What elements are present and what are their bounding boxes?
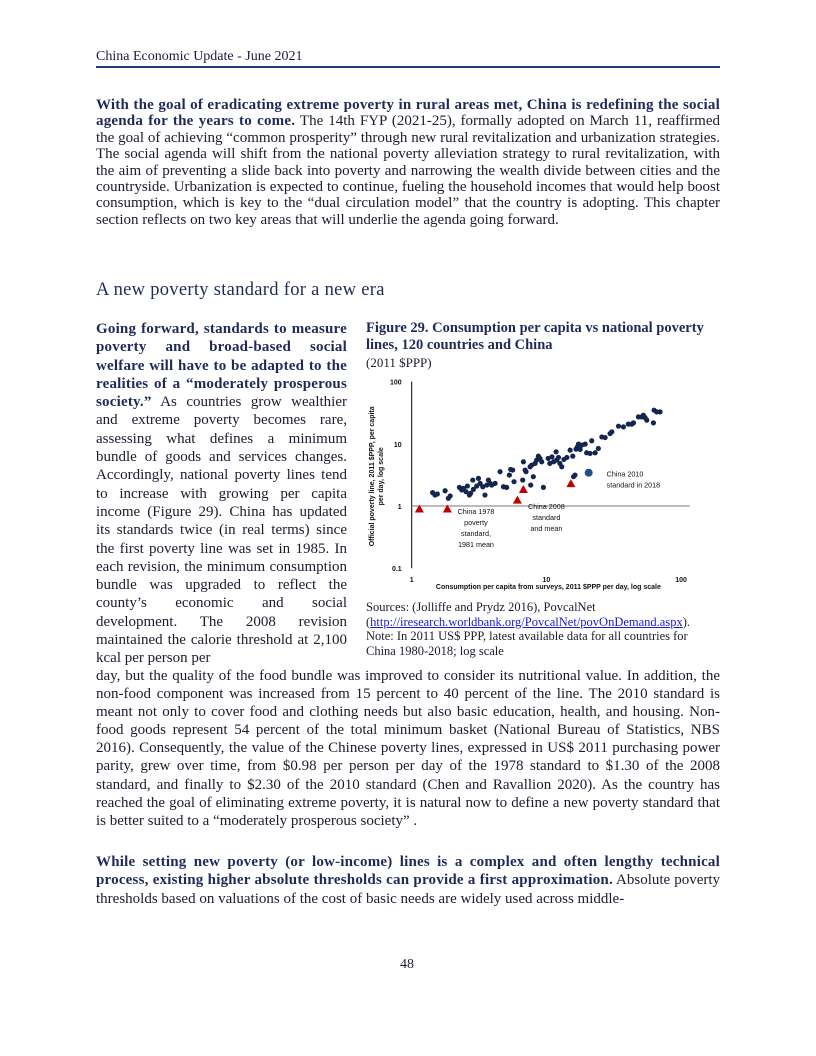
country-point — [511, 479, 516, 484]
country-point — [470, 477, 475, 482]
china-standard-triangle — [519, 485, 528, 493]
povcalnet-link[interactable]: http://iresearch.worldbank.org/PovcalNet/povOnDemand.aspx — [370, 614, 683, 629]
annotation-label — [528, 502, 565, 533]
country-point — [510, 467, 515, 472]
country-point — [621, 424, 626, 429]
country-point — [435, 491, 440, 496]
country-point — [443, 488, 448, 493]
country-point — [568, 448, 573, 453]
x-tick-label: 100 — [675, 577, 687, 585]
country-point — [553, 449, 558, 454]
sources-suffix: ). — [682, 614, 691, 629]
figure-title: Figure 29. Consumption per capita vs national poverty lines, 120 countries and China — [366, 320, 704, 353]
y-axis-label — [369, 406, 385, 546]
country-point — [609, 429, 614, 434]
country-point — [520, 477, 525, 482]
country-point — [556, 455, 561, 460]
section-heading: A new poverty standard for a new era — [96, 280, 385, 300]
country-point — [465, 483, 470, 488]
final-paragraph — [96, 853, 720, 908]
running-header: China Economic Update - June 2021 — [96, 49, 303, 64]
country-point — [644, 418, 649, 423]
final-body: Absolute poverty thresholds based on valuations of the cost of basic needs are widely used across middle- — [96, 872, 721, 907]
column-body: As countries grow wealthier and extreme poverty becomes rare, assessing what defines a minimum bundle of goods and services changes. Accordingly, national poverty lines tend to increase with growing per capita income (Figure 29). China has updated its standards twice (in real terms) since the first poverty line was set in 1985. In each revision, the minimum consumption bundle was upgraded to reflect the county’s economic and social development. The 2008 revision maintained the calorie threshold at 2,100 kcal per person per — [96, 394, 347, 667]
annotation-line: China 2010 — [606, 469, 644, 479]
y-tick-label: 1 — [397, 504, 402, 511]
country-point — [589, 438, 594, 443]
country-point — [531, 474, 536, 479]
country-point — [492, 481, 497, 486]
annotation-line: 1981 mean — [457, 539, 494, 549]
continuation-paragraph: day, but the quality of the food bundle was improved to consider its nutritional value. In addition, the non-food component was increased from 15 percent to 40 percent of the line. The 2010 standard is meant not only to cover food and clothing needs but also basic education, health, and housing. Non-food goods represent 54 percent of the total minimum basket (National Bureau of Statistics, NBS 2016). Consequently, the value of the Chinese poverty lines, expressed in US$ 2011 purchasing power parity, grew over time, from $0.98 per person per day of the 1978 standard to $1.30 of the 2008 standard, and finally to $2.30 of the 2010 standard (Chen and Ravallion 2020). As the country has reached the goal of eliminating extreme poverty, it is natural now to define a new poverty standard that is better suited to a “moderately prosperous society” . — [96, 668, 720, 829]
country-point — [504, 485, 509, 490]
country-point — [549, 454, 554, 459]
country-point — [448, 493, 453, 498]
annotation-line: standard in 2018 — [606, 480, 661, 490]
final-lead: While setting new poverty (or low-income) lines is a complex and often lengthy technical process, existing higher absolute thresholds can provide a first approximation. — [96, 854, 720, 889]
china-standard-triangle — [566, 479, 575, 487]
annotation-line: standard — [532, 512, 561, 522]
intro-body: The 14th FYP (2021-25), formally adopted on March 11, reaffirmed the goal of achieving “common prosperity” through new rural revitalization and urbanization strategies. The social agenda will shift from the national poverty alleviation strategy to rural revitalization, with the aim of preventing a slide back into poverty and narrowing the wealth divide between cities and the countryside. Urbanization is expected to continue, fueling the household incomes that would help boost consumption, which is key to the “dual circulation model” that the country is adopting. This chapter section reflects on two key areas that will underlie the agenda going forward. — [96, 113, 720, 228]
scatter-chart — [360, 370, 700, 600]
y-axis-label-line: Official poverty line, 2011 $PPP, per capita — [369, 406, 376, 547]
country-point — [528, 482, 533, 487]
x-tick-label: 1 — [409, 577, 414, 585]
country-point — [559, 464, 564, 469]
china-standard-triangle — [513, 496, 522, 504]
china-2010-point — [585, 469, 593, 477]
sources-text: Sources: (Jolliffe and Prydz 2016), PovcalNet — [366, 600, 596, 614]
page-number: 48 — [400, 957, 414, 972]
y-axis-label-line: per day, log scale — [378, 447, 385, 506]
country-point — [497, 469, 502, 474]
country-point — [616, 424, 621, 429]
intro-paragraph — [96, 97, 720, 228]
annotation-line: China 2008 — [528, 501, 565, 511]
country-point — [657, 409, 662, 414]
figure-note: Note: In 2011 US$ PPP, latest available data for all countries for China 1980-2018; log scale — [366, 629, 688, 658]
country-point — [631, 420, 636, 425]
intro-lead: With the goal of eradicating extreme poverty in rural areas met, China is redefining the social agenda for the years to come. — [96, 97, 720, 130]
country-point — [564, 455, 569, 460]
country-point — [570, 454, 575, 459]
country-point — [572, 472, 577, 477]
country-point — [593, 450, 598, 455]
country-point — [539, 459, 544, 464]
country-point — [521, 459, 526, 464]
annotation-line: poverty — [464, 517, 488, 527]
country-point — [523, 469, 528, 474]
annotation-line: standard, — [460, 528, 491, 538]
y-tick-label: 0.1 — [391, 566, 402, 574]
y-tick-label: 10 — [393, 441, 402, 449]
country-point — [541, 485, 546, 490]
x-tick-label: 10 — [542, 577, 551, 585]
header-rule — [96, 66, 720, 68]
annotation-line: China 1978 — [457, 506, 495, 516]
annotation-line: and mean — [530, 523, 563, 533]
figure-sources: Sources: (Jolliffe and Prydz 2016), PovcalNet (http://iresearch.worldbank.org/PovcalNet/povOnDemand.aspx). Note: In 2011 US$ PPP, latest available data for all countries for China 1980-2018; log scale — [366, 600, 691, 658]
y-tick-label: 100 — [390, 379, 402, 387]
country-point — [507, 472, 512, 477]
figure-unit: (2011 $PPP) — [366, 355, 432, 370]
column-lead: Going forward, standards to measure poverty and broad-based social welfare will have to be adapted to the realities of a “moderately prosperous society.” — [96, 321, 347, 411]
country-point — [476, 476, 481, 481]
column-paragraph — [96, 320, 347, 668]
country-point — [583, 442, 588, 447]
annotation-label — [458, 507, 495, 549]
country-point — [603, 435, 608, 440]
country-point — [596, 446, 601, 451]
country-point — [482, 492, 487, 497]
country-point — [587, 451, 592, 456]
annotation-label — [607, 469, 661, 489]
x-axis-label: Consumption per capita from surveys, 2011 $PPP per day, log scale — [435, 584, 661, 592]
country-point — [651, 420, 656, 425]
